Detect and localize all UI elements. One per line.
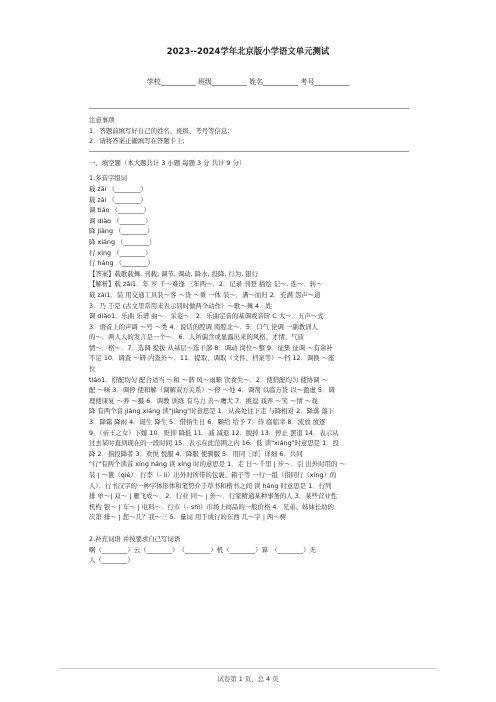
question-stem: 2.补充词语 并按要求自己写词语 (89, 534, 181, 543)
analysis-line: 3．语音上的声调 ～号 ～类 4．说话的腔调 南腔北～．5．口气 论调 一副教训人 (89, 322, 318, 331)
document-title: 2023--2024学年北京版小学语文单元测试 (166, 46, 330, 56)
student-info-line: 学校__________ 班级__________ 姓名__________ 考号__________ (146, 78, 350, 86)
analysis-line: 配 ～味 3．调停 使和解（调解双方关系）～停 ～处 4．调剂 以临万货 以～盈虚 5．调 (89, 386, 335, 395)
analysis-line: 理使康复 ～养 ～摄 6．调教 训练 有鸟力 善～鹰犬 7．挑逗 戏弄 ～笑 ～情 ～戏 (89, 396, 318, 405)
analysis-line: 降 2．指投降者 3．欢悦 悦服 4．降服 使驯服 5．用同［详］详细 6．共同 (89, 449, 303, 458)
analysis-line: 排 单～| 双～ | 雁飞成～．2．行业 同～ | 外～．行家精通某种事务的人 3．某些营业性 (89, 492, 338, 501)
analysis-line: 机构 银～ | 车～ | 电料～．行市（- shì）市场上商品的一般价格 4．兄弟、姊妹长幼的 (89, 502, 334, 511)
fill-line: 行 háng （________） (89, 259, 154, 268)
analysis-line: 的～．两人人的发言是一个～．6．人所偏含或显露出来的风格、才情、气质 (89, 333, 304, 342)
analysis-line: 3．降霜 降雨 4．诞生 降生 5．借指生日 6．颗给 给予 7．侍 临临幸 8．流放 放逐 (89, 418, 326, 427)
fill-line: 调 tiáo （________） (89, 206, 150, 215)
analysis-line: 【解析】载 zǎi1．年 岁 千～难逢 三年两～．2．记录 刊登 描绘 记～. 连～．转～ (89, 280, 323, 289)
analysis-line: 3．乃 于是 (古文里常用来表示同时做两个动作）～歌～舞 4．姓 (89, 301, 272, 310)
fill-line: 行 xíng （________） (89, 248, 152, 257)
analysis-line: 不足 10．调查 ～研 内查外～．11．提取、调取（文件、档案等）～档 12．调换 ～座 (89, 354, 335, 363)
analysis-line: 装 | ～篋（qiè）．行李（- li）出外时所带的包裹、箱子等 一行一组（指同行（xíng）的 (89, 471, 337, 479)
fill-line: 啊（________）云（________） （________）机（________）算 （________）无 (89, 545, 316, 554)
footer-divider (60, 668, 436, 669)
analysis-line: 人）．行书汉字的一种字体形体和笔势介于草书和楷书之间 读 háng 时意思是 1．行列 (89, 481, 332, 490)
answer-line: 【答案】载歌载舞, 刊载, 调节, 调动, 降水, 投降, 行为, 银行 (89, 269, 259, 278)
divider (89, 108, 409, 109)
analysis-line: "行"有两个读音 xíng háng 读 xíng 时的意思是 1．走 日～千里 | 步～．引 出外时用的 ～ (89, 460, 346, 469)
fill-line: 调 diào （________） (89, 216, 152, 225)
analysis-line: 调 diào1．乐曲 乐谱 曲～．采菱～．2．乐曲定音的基调或音阶 C 大～．五声～式 (89, 312, 324, 321)
fill-line: 降 xiáng （________） (89, 237, 156, 246)
section-heading: 一、填空题（本大题共计 3 小题 每题 3 分 共计 9 分） (89, 158, 246, 167)
page-footer: 试卷第 1 页，总 4 页 (217, 675, 279, 683)
divider (89, 151, 409, 152)
fill-line: 降 jiàng （________） (89, 227, 154, 236)
analysis-line: 过去某时直到现在的一段时间 15．表示在此范围之内 16．低 读"xiáng"时意思是 1．投 (89, 439, 340, 448)
document-body (89, 104, 409, 566)
analysis-line: 降 有两个音 jiàng xiáng 读"jiàng"时意思是 1．从高处往下走 与降相对 2．降落 落下 (89, 407, 335, 416)
analysis-line: tiáo1．搭配均匀 配合适当 ～和 ～谐 风～雨顺 饮食失～．2．使搭配均匀 使协调 ～ (89, 375, 328, 384)
question-stem: 1.多音字组词 (89, 174, 128, 183)
notice-item: 2．请将答案正确填写在答题卡上; (89, 137, 185, 146)
notice-item: 1．答题前填写好自己的姓名、班级、考号等信息; (89, 126, 230, 135)
spacer (89, 523, 409, 534)
analysis-line: 9．（帝王之女）下嫁 10．贬抑 降低 11．减 减退 12．脱掉 13．停止 罢退 14．表示从 (89, 428, 339, 437)
analysis-line: 情～．格～．7．选调 提拔 从基层～选干部 8．调动 岗位～整 9．征集 征调 ～有余补 (89, 343, 333, 352)
fill-line: 人（________） (89, 556, 134, 565)
analysis-line: 次第 排～ | 您～几？我～三 5．量词 用于成行的东西 几～字 | 两～树 (89, 513, 287, 522)
analysis-line: 载 zài1．装 用交通工具装～客 ～货 ～重 一体 装～．满～而归 2．充满 怨声～道 (89, 290, 321, 299)
fill-line: 载 zǎi （________） (89, 184, 147, 193)
fill-line: 载 zài （________） (89, 195, 147, 204)
analysis-line: 位 (89, 365, 96, 374)
notice-heading: 注意事项 (89, 116, 115, 124)
